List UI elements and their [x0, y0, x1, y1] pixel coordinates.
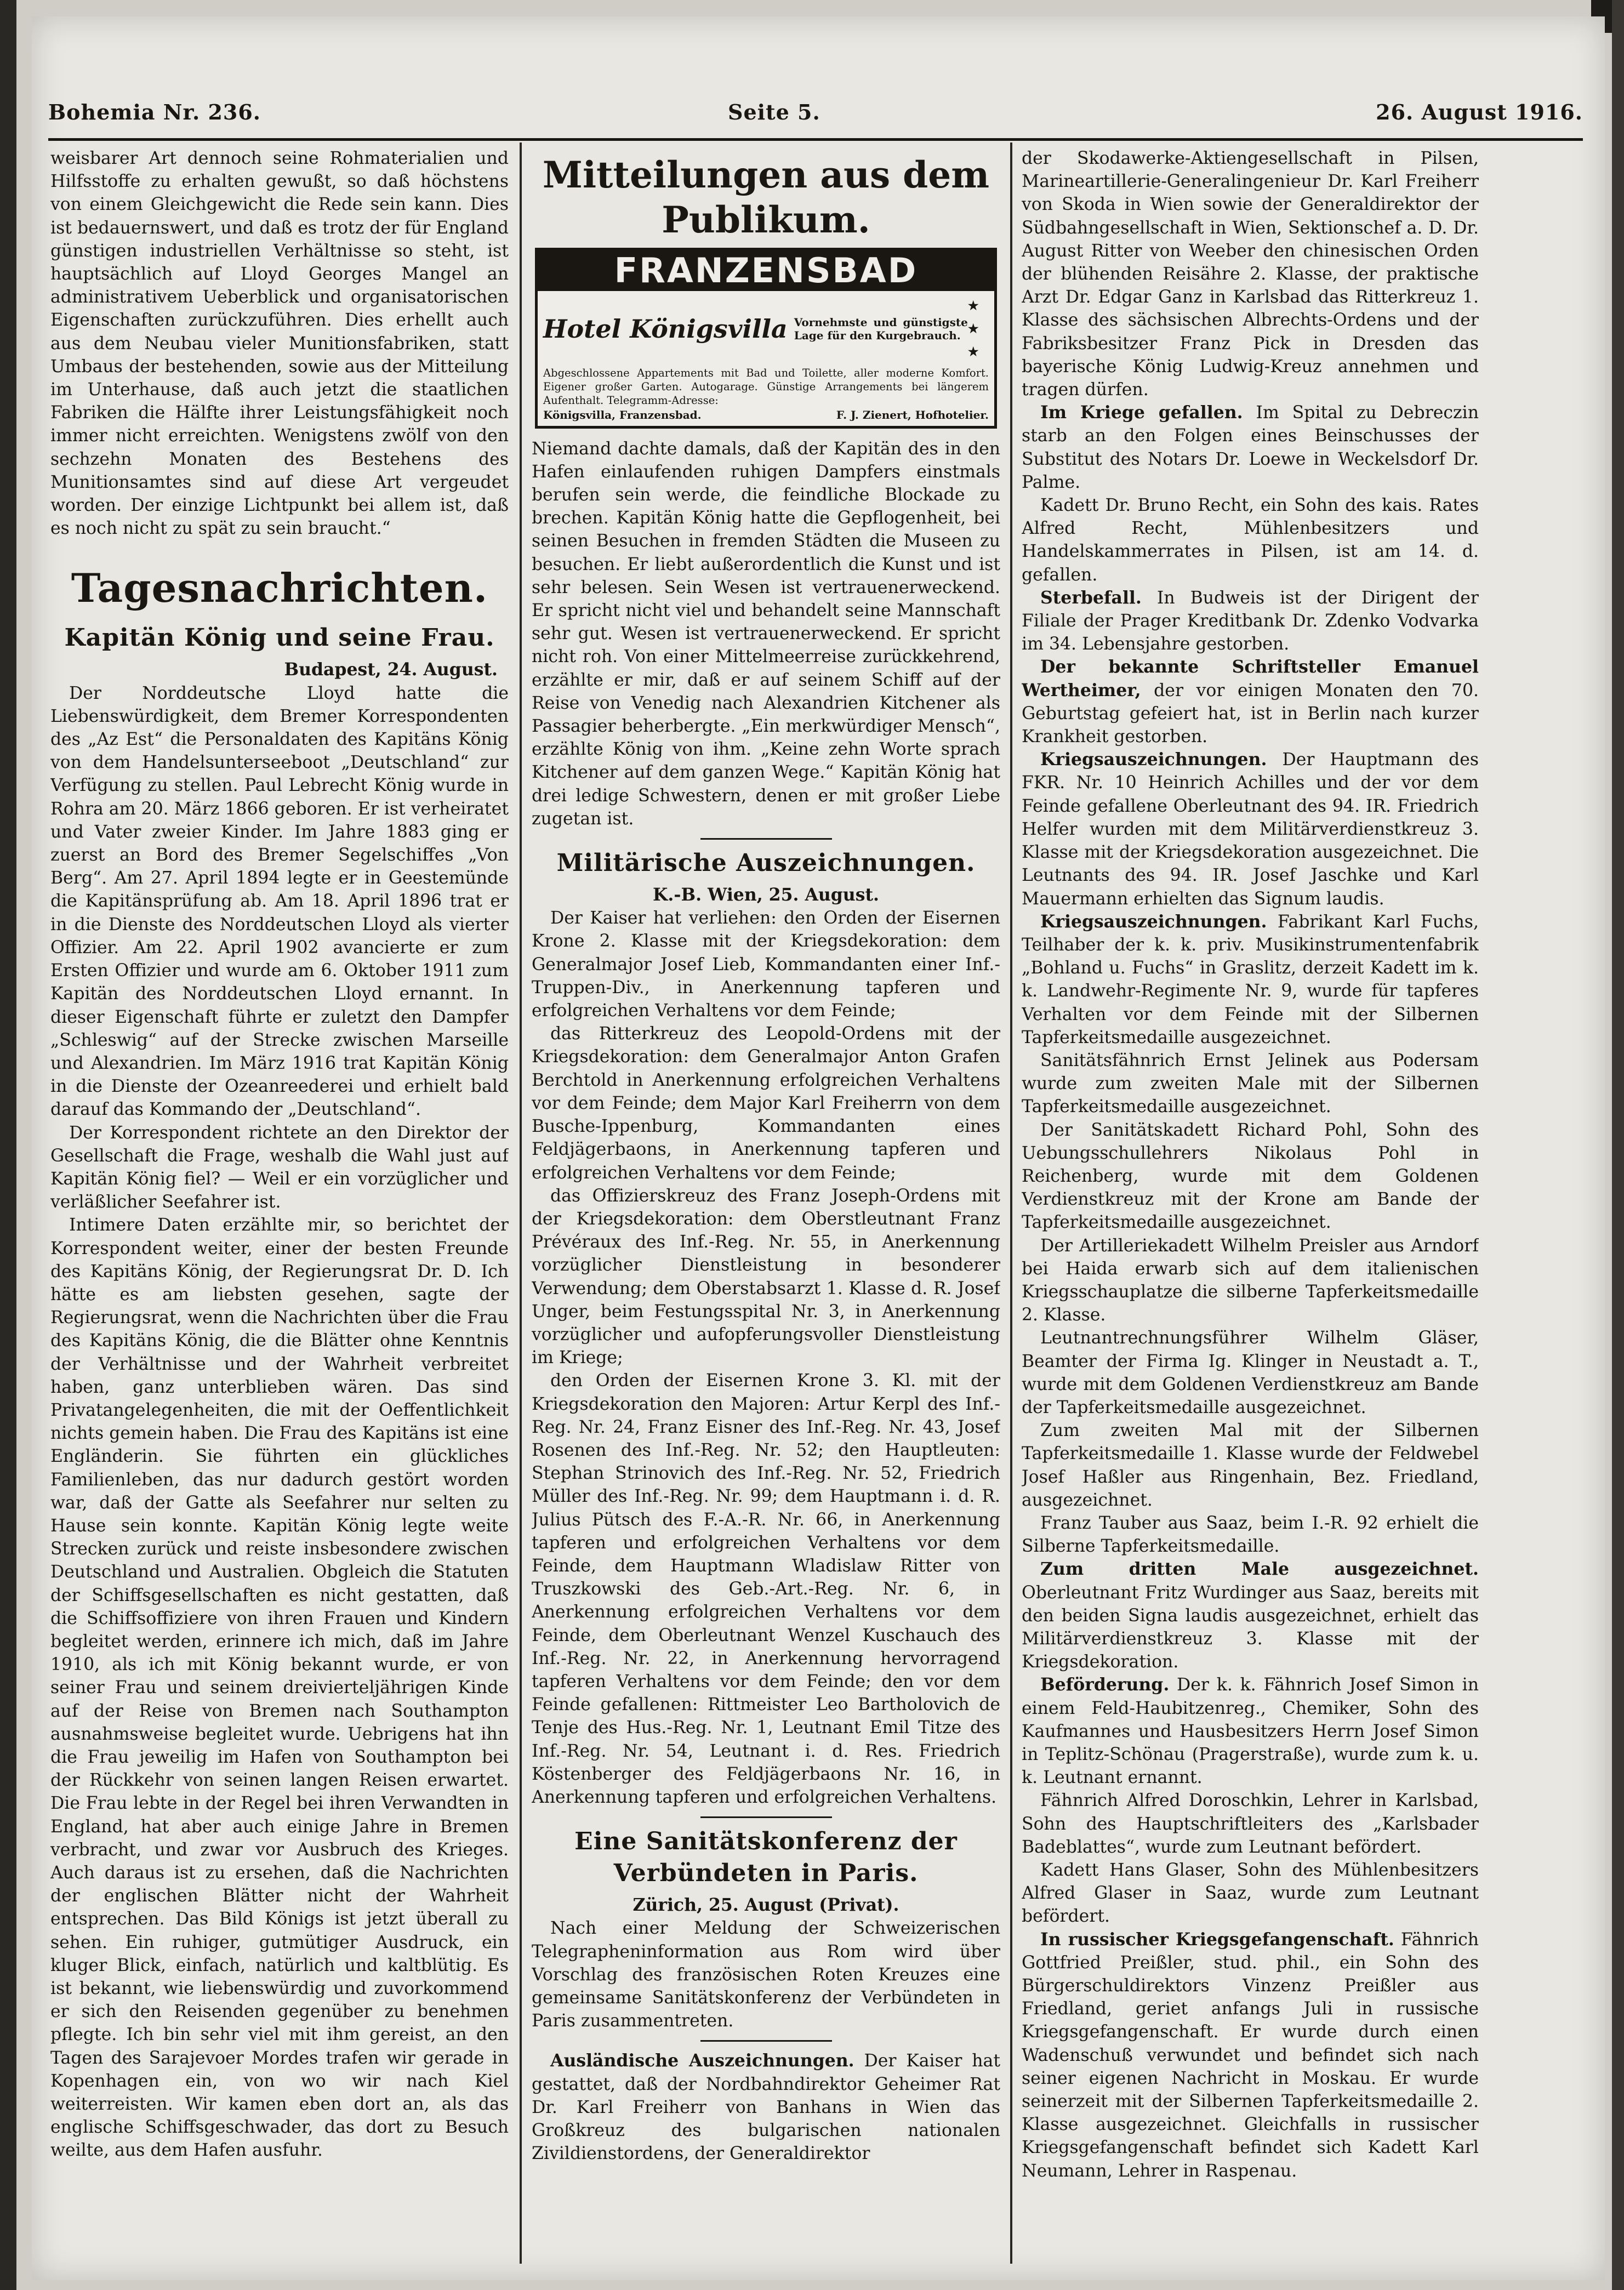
article-heading-militaerische: Militärische Auszeichnungen.	[556, 849, 976, 878]
news-item: Fähnrich Alfred Doroschkin, Lehrer in Karlsbad, Sohn des Hauptschriftleiters des „Karlsbader Badeblattes“, wurde zum Leutnant befördert.	[1022, 1791, 1479, 1857]
ad-title: FRANZENSBAD	[538, 250, 994, 291]
paragraph-text: der vor einigen Monaten den 70. Geburtstag gefeiert hat, ist in Berlin nach kurzer Krankheit gestorben.	[1022, 680, 1479, 747]
page-header	[48, 100, 1583, 138]
paragraph-label: Der bekannte Schriftsteller Emanuel Wertheimer,	[1022, 657, 1479, 700]
column-left	[50, 147, 509, 2263]
news-item	[1022, 1558, 1479, 1673]
article-paragraph: Nach einer Meldung der Schweizerischen Telegrapheninformation aus Rom wird über Vorschlag des französischen Roten Kreuzes eine gemeinsame Sanitätskonferenz der Verbündeten in Paris zusammentreten.	[532, 1918, 1000, 2031]
paragraph-label: Beförderung.	[1040, 1674, 1170, 1695]
newspaper-page	[32, 16, 1605, 2280]
ad-hotel-row	[543, 294, 989, 364]
news-item: Franz Tauber aus Saaz, beim I.-R. 92 erhielt die Silberne Tapferkeitsmedaille.	[1022, 1513, 1479, 1557]
section-heading-tagesnachrichten: Tagesnachrichten.	[71, 565, 488, 612]
article-paragraph: Der Kaiser hat verliehen: den Orden der Eisernen Krone 2. Klasse mit der Kriegsdekoration: dem Generalmajor Josef Lieb, Kommandanten einer Inf.-Truppen-Div., in Anerkennung tapferen und erfolgreichen Verhaltens vor dem Feinde;	[532, 908, 1000, 1021]
news-item	[1022, 656, 1479, 748]
news-item	[1022, 1673, 1479, 1789]
divider	[700, 838, 832, 840]
ad-stars: ★ ★ ★	[967, 299, 979, 360]
article-paragraph: Der Norddeutsche Lloyd hatte die Liebenswürdigkeit, dem Bremer Korrespondenten des „Az Est“ die Personaldaten des Kapitäns König von dem Handelsunterseeboot „Deutschland“ zur Verfügung zu stellen. Paul Lebrecht König wurde in Rohra am 20. März 1866 geboren. Er ist verheiratet und Vater zweier Kinder. Im Jahre 1883 ging er zuerst an Bord des Bremer Segelschiffes „Von Berg“. Am 27. April 1894 legte er in Geestemünde die Kapitänsprüfung ab. Am 18. April 1896 trat er in die Dienste des Norddeutschen Lloyd als vierter Offizier. Am 22. April 1902 avancierte er zum Ersten Offizier und wurde am 6. Oktober 1911 zum Kapitän des Norddeutschen Lloyd ernannt. In dieser Eigenschaft führte er zuletzt den Dampfer „Schleswig“ auf der Strecke zwischen Marseille und Alexandrien. Im März 1916 trat Kapitän König in die Dienste der Ozeanreederei und erhielt bald darauf das Kommando der „Deutschland“.	[50, 683, 509, 1120]
paragraph-text: Fabrikant Karl Fuchs, Teilhaber der k. k. priv. Musikinstrumentenfabrik „Bohland u. Fuchs“ in Graslitz, derzeit Kadett im k. k. Landwehr-Regimente Nr. 9, wurde für tapferes Verhalten vor dem Feinde mit der Silbernen Tapferkeitsmedaille ausgezeichnet.	[1022, 912, 1479, 1047]
ad-address: Königsvilla, Franzensbad.	[543, 408, 702, 421]
news-item	[1022, 401, 1479, 494]
paragraph-label: Zum dritten Male ausgezeichnet.	[1040, 1559, 1479, 1580]
paragraph-label: Sterbefall.	[1040, 587, 1142, 608]
column-rule-2	[1010, 143, 1012, 2264]
article-paragraph: das Ritterkreuz des Leopold-Ordens mit der Kriegsdekoration: dem Generalmajor Anton Grafen Berchtold in Anerkennung erfolgreichen Verhaltens vor dem Feinde; dem Major Karl Freiherrn von dem Busche-Ippenburg, Kommandanten eines Feldjägerbaons, in Anerkennung tapferen und erfolgreichen Verhaltens vor dem Feinde;	[532, 1024, 1000, 1183]
news-item: Zum zweiten Mal mit der Silbernen Tapferkeitsmedaille 1. Klasse wurde der Feldwebel Josef Haßler aus Ringenhain, Bez. Friedland, ausgezeichnet.	[1022, 1421, 1479, 1510]
news-item: Sanitätsfähnrich Ernst Jelinek aus Podersam wurde zum zweiten Male mit der Silbernen Tapferkeitsmedaille ausgezeichnet.	[1022, 1050, 1479, 1117]
paragraph-text: Der Hauptmann des FKR. Nr. 10 Heinrich Achilles und der vor dem Feinde gefallene Oberleutnant des 94. IR. Friedrich Helfer wurden mit dem Militärverdienstkreuz 3. Klasse mit der Kriegsdekoration ausgezeichnet. Die Leutnants des 94. IR. Josef Jaschke und Karl Mauermann erhielten das Signum laudis.	[1022, 750, 1479, 909]
paragraph-label: Kriegsauszeichnungen.	[1040, 911, 1267, 932]
paragraph-text: Der Kaiser hat gestattet, daß der Nordbahndirektor Geheimer Rat Dr. Karl Freiherr von Banhans in Wien das Großkreuz des bulgarischen nationalen Zivildienstordens, der Generaldirektor	[532, 2051, 1000, 2164]
ad-tagline: Vornehmste und günstigste Lage für den Kurgebrauch.	[794, 316, 968, 343]
advertisement-franzensbad	[535, 248, 997, 429]
news-item	[1022, 586, 1479, 656]
paragraph-label: In russischer Kriegsgefangenschaft.	[1040, 1929, 1394, 1950]
header-rule	[48, 138, 1583, 141]
article-paragraph	[532, 2049, 1000, 2165]
article-dateline: Zürich, 25. August (Privat).	[632, 1895, 899, 1916]
article-heading-koenig: Kapitän König und seine Frau.	[64, 624, 495, 652]
article-heading-sanitaetskonferenz: Eine Sanitätskonferenz der Verbündeten in Paris.	[574, 1827, 958, 1888]
article-dateline: Budapest, 24. August.	[284, 659, 498, 680]
article-continuation: der Skodawerke-Aktiengesellschaft in Pilsen, Marineartillerie-Generalingenieur Dr. Karl Freiherr von Skoda in Wien sowie der Generaldirektor der Südbahngesellschaft in Wien, Sektionschef a. D. Dr. August Ritter von Weeber den chinesischen Orden der blühenden Reisähre 2. Klasse, der praktische Arzt Dr. Edgar Ganz in Karlsbad das Ritterkreuz 1. Klasse des sächsischen Albrechts-Ordens und der Fabriksbesitzer Franz Pick in Dresden das bayerische König Ludwig-Kreuz annehmen und tragen dürfen.	[1022, 149, 1479, 400]
news-item: Der Sanitätskadett Richard Pohl, Sohn des Uebungsschullehrers Nikolaus Pohl in Reichenberg, wurde mit dem Goldenen Verdienstkreuz mit der Krone am Bande der Tapferkeitsmedaille ausgezeichnet.	[1022, 1120, 1479, 1233]
paragraph-text: Oberleutnant Fritz Wurdinger aus Saaz, bereits mit den beiden Signa laudis ausgezeichnet, erhielt das Militärverdienstkreuz 3. Klasse mit der Kriegsdekoration.	[1022, 1582, 1479, 1672]
news-item: Leutnantrechnungsführer Wilhelm Gläser, Beamter der Firma Ig. Klinger in Neustadt a. T., wurde mit dem Goldenen Verdienstkreuz am Bande der Tapferkeitsmedaille ausgezeichnet.	[1022, 1328, 1479, 1417]
column-right	[1022, 147, 1479, 2263]
article-paragraph: Niemand dachte damals, daß der Kapitän des in den Hafen einlaufenden ruhigen Dampfers einstmals berufen sein werde, die feindliche Blockade zu brechen. Kapitän König hatte die Gepflogenheit, bei seinen Besuchen in fremden Städten die Museen zu besuchen. Er liebt außerordentlich die Kunst und ist sehr belesen. Sein Wesen ist vertrauenerweckend. Er spricht nicht viel und behandelt seine Mannschaft sehr gut. Wesen ist vertrauenerweckend. Er spricht nicht roh. Von einer Mittelmeerreise zurückkehrend, erzählte er mir, daß er auf seinem Schiff auf der Reise von Venedig nach Alexandrien Kitchener als Passagier beherbergte. „Ein merkwürdiger Mensch“, erzählte König von ihm. „Keine zehn Worte sprach Kitchener auf dem ganzen Wege.“ Kapitän König hat drei ledige Schwestern, denen er mit großer Liebe zugetan ist.	[532, 438, 1000, 829]
paragraph-text: Im Spital zu Debreczin starb an den Folgen eines Beinschusses der Substitut des Notars Dr. Loewe in Weckelsdorf Dr. Palme.	[1022, 403, 1479, 492]
issue-date: 26. August 1916.	[1376, 100, 1583, 124]
article-paragraph: Intimere Daten erzählte mir, so berichtet der Korrespondent weiter, einer der besten Freunde des Kapitäns König, der Regierungsrat Dr. D. Ich hätte es am liebsten gesehen, sagte der Regierungsrat, wenn die Nachrichten über die Frau des Kapitäns König, die die Blätter ohne Kenntnis der Verhältnisse und der Wahrheit verbreitet haben, ganz unterblieben wären. Das sind Privatangelegenheiten, die mit der Oeffentlichkeit nichts gemein haben. Die Frau des Kapitäns ist eine Engländerin. Sie führten ein glückliches Familienleben, das nur dadurch gestört worden war, daß der Gatte als Seefahrer nur selten zu Hause sein konnte. Kapitän König legte weite Strecken zurück und reiste insbesondere zwischen Deutschland und Australien. Obgleich die Statuten der Schiffsgesellschaften es nicht gestatten, daß die Schiffsoffiziere von ihren Frauen und Kindern begleitet werden, erinnere ich mich, daß im Jahre 1910, als ich mit König bekannt wurde, er von seiner Frau und seinem dreivierteljährigen Kinde auf der Reise von Bremen nach Southampton ausnahmsweise begleitet wurde. Uebrigens hat ihn die Frau jeweilig im Hafen von Southampton bei der Rückkehr von seinen langen Reisen erwartet. Die Frau lebte in der Regel bei ihren Verwandten in England, hat aber auch einige Jahre in Bremen verbracht, und zwar vor Ausbruch des Krieges. Auch daraus ist zu ersehen, daß die Nachrichten der englischen Blätter nicht der Wahrheit entsprechen. Das Bild Königs ist jetzt überall zu sehen. Ein ruhiger, gutmütiger Ausdruck, ein kluger Blick, einfach, natürlich und kaltblütig. Es ist bekannt, wie liebenswürdig und zuvorkommend er sich den Reisenden gegenüber zu benehmen pflegte. Ich bin sehr viel mit ihm gereist, an den Tagen des Sarajevoer Mordes trafen wir gerade in Kopenhagen ein, von wo wir nach Kiel weiterreisten. Wir kamen eben dort an, als das englische Schiffsgeschwader, das dort zu Besuch weilte, aus dem Hafen ausfuhr.	[50, 1215, 509, 2161]
paragraph-text: Der k. k. Fähnrich Josef Simon in einem Feld-Haubitzenreg., Chemiker, Sohn des Kaufmannes und Hausbesitzers Herrn Josef Simon in Teplitz-Schönau (Pragerstraße), wurde zum k. u. k. Leutnant ernannt.	[1022, 1675, 1479, 1788]
section-heading-mitteilungen: Mitteilungen aus dem Publikum.	[542, 153, 990, 241]
article-paragraph: Der Korrespondent richtete an den Direktor der Gesellschaft die Frage, weshalb die Wahl just auf Kapitän König fiel? — Weil er ein vorzüglicher und verläßlicher Seefahrer ist.	[50, 1123, 509, 1212]
divider	[700, 2040, 832, 2042]
paragraph-text: In Budweis ist der Dirigent der Filiale der Prager Kreditbank Dr. Zdenko Vodvarka im 34. Lebensjahre gestorben.	[1022, 588, 1479, 654]
page-number: Seite 5.	[728, 100, 820, 124]
news-item: Der Artilleriekadett Wilhelm Preisler aus Arndorf bei Haida erwarb sich auf dem italienischen Kriegsschauplatze die silberne Tapferkeitsmedaille 2. Klasse.	[1022, 1235, 1479, 1325]
article-continuation: weisbarer Art dennoch seine Rohmaterialien und Hilfsstoffe zu erhalten gewußt, so daß höchstens von einem Gleichgewicht die Rede sein kann. Dies ist bedauernswert, und daß es trotz der für England günstigen industriellen Verhältnisse so steht, ist hauptsächlich auf Lloyd Georges Mangel an administrativem Ueberblick und organisatorischen Eigenschaften zurückzuführen. Dies erhellt auch aus dem Neubau vieler Munitionsfabriken, statt Umbaus der bestehenden, sowie aus der Mitteilung im Unterhause, daß auch jetzt die staatlichen Fabriken die Hälfte ihrer Leistungsfähigkeit noch immer nicht erreichten. Wenigstens zwölf von den sechzehn Monaten des Bestehens des Munitionsamtes sind auf diese Art vergeudet worden. Der einzige Lichtpunkt bei allem ist, daß es noch nicht zu spät zu sein braucht.“	[50, 149, 509, 539]
ad-signoff	[543, 408, 989, 421]
column-middle	[532, 147, 1000, 2263]
news-item: Kadett Dr. Bruno Recht, ein Sohn des kais. Rates Alfred Recht, Mühlenbesitzers und Handelskammerrates in Pilsen, ist am 14. d. gefallen.	[1022, 495, 1479, 585]
news-item	[1022, 910, 1479, 1049]
issue-number: Bohemia Nr. 236.	[48, 100, 261, 124]
paragraph-label: Im Kriege gefallen.	[1040, 402, 1243, 423]
news-item	[1022, 1928, 1479, 2183]
scan-edge-left	[0, 0, 16, 2290]
news-item	[1022, 748, 1479, 910]
article-paragraph: das Offizierskreuz des Franz Joseph-Ordens mit der Kriegsdekoration: dem Oberstleutnant Franz Prévéraux des Inf.-Reg. Nr. 55, in Anerkennung vorzüglicher Dienstleistung in besonderer Verwendung; dem Oberstabsarzt 1. Klasse d. R. Josef Unger, beim Festungsspital Nr. 3, in Anerkennung vorzüglicher und aufopferungsvoller Dienstleistung im Kriege;	[532, 1186, 1000, 1368]
paragraph-label: Kriegsauszeichnungen.	[1040, 749, 1267, 770]
ad-body: Abgeschlossene Appartements mit Bad und Toilette, aller moderne Komfort. Eigener großer Garten. Autogarage. Günstige Arrangements bei längerem Aufenthalt. Telegramm-Adresse:	[543, 366, 989, 407]
article-dateline: K.-B. Wien, 25. August.	[653, 885, 879, 905]
news-item: Kadett Hans Glaser, Sohn des Mühlenbesitzers Alfred Glaser in Saaz, wurde zum Leutnant befördert.	[1022, 1860, 1479, 1927]
divider	[700, 1816, 832, 1818]
scan-edge-right	[1612, 0, 1624, 2290]
paragraph-text: Fähnrich Gottfried Preißler, stud. phil., ein Sohn des Bürgerschuldirektors Vinzenz Preißler aus Friedland, geriet anfangs Juli in russische Kriegsgefangenschaft. Er wurde durch einen Wadenschuß verwundet und befindet sich nach seiner eigenen Nachricht in Moskau. Er wurde seinerzeit mit der Silbernen Tapferkeitsmedaille 2. Klasse ausgezeichnet. Gleichfalls in russischer Kriegsgefangenschaft befindet sich Kadett Karl Neumann, Lehrer in Raspenau.	[1022, 1929, 1479, 2181]
paragraph-label: Ausländische Auszeichnungen.	[550, 2050, 854, 2071]
column-rule-1	[520, 143, 522, 2264]
ad-owner: F. J. Zienert, Hofhotelier.	[836, 408, 989, 421]
article-paragraph: den Orden der Eisernen Krone 3. Kl. mit der Kriegsdekoration den Majoren: Artur Kerpl des Inf.-Reg. Nr. 24, Franz Eisner des Inf.-Reg. Nr. 43, Josef Rosenen des Inf.-Reg. Nr. 52; den Hauptleuten: Stephan Strinovich des Inf.-Reg. Nr. 52, Friedrich Müller des Inf.-Reg. Nr. 99; dem Hauptmann i. d. R. Julius Pütsch des F.-A.-R. Nr. 66, in Anerkennung tapferen und erfolgreichen Verhaltens vor dem Feinde, dem Hauptmann Wladislaw Ritter von Truszkowski des Geb.-Art.-Reg. Nr. 6, in Anerkennung erfolgreichen Verhaltens vor dem Feinde, dem Oberleutnant Wenzel Kuschauch des Inf.-Reg. Nr. 22, in Anerkennung hervorragend tapferen Verhaltens vor dem Feinde; den vor dem Feinde gefallenen: Rittmeister Leo Bartholovich de Tenje des Hus.-Reg. Nr. 1, Leutnant Emil Titze des Inf.-Reg. Nr. 54, Leutnant i. d. Res. Friedrich Köstenberger des Feldjägerbaons Nr. 16, in Anerkennung tapferen und erfolgreichen Verhaltens.	[532, 1371, 1000, 1807]
ad-hotel-name: Hotel Königsvilla	[543, 314, 788, 344]
